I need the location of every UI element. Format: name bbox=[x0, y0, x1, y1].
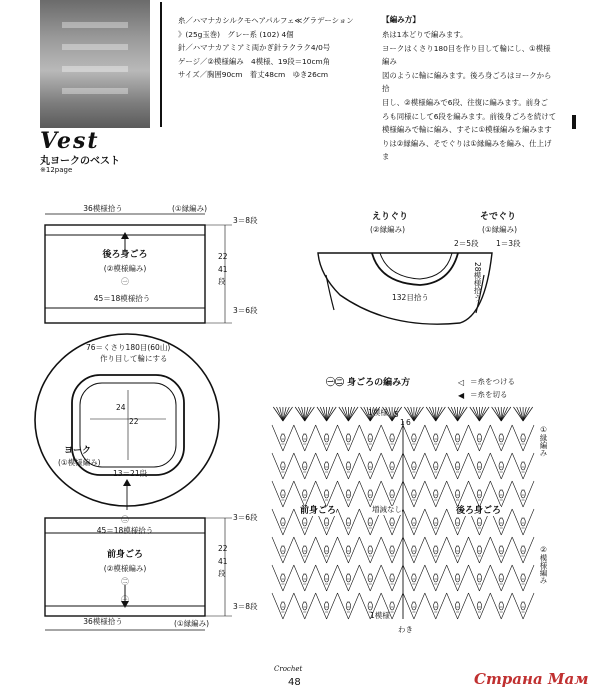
header-divider bbox=[160, 2, 162, 127]
back-body-symbol: ㊀ bbox=[121, 277, 129, 286]
chart-no-change: 増減なし bbox=[372, 505, 402, 514]
armhole-pickup: 28模様拾う bbox=[473, 262, 482, 302]
method-text: 糸は1本どりで編みます。 ヨークはくさり180目を作り目して輪にし、①模様編み 図のように輪に編みます。後ろ身ごろはヨークから拾 目し、②模様編みで6段、往復に編みます。前身ご ろも同様にして6段を編みます。前後身ごろを続けて 模様編みで輪に編み、すそに①模様編みを編みます りは②縁編み、そでぐりは①縁編みを編み、仕上げま bbox=[382, 30, 557, 162]
legend-cut: ＝糸を切る bbox=[470, 390, 508, 399]
yoke-inner-width: 24 bbox=[116, 403, 126, 412]
back-bottom-pickup: 45＝18模様拾う bbox=[93, 294, 151, 303]
neckline-title: えりぐり bbox=[372, 212, 409, 222]
back-top-rows: 3＝8段 bbox=[233, 216, 258, 225]
arrow-attach-icon: ◁ bbox=[458, 378, 465, 387]
chart-pattern-label: ②模様編み bbox=[539, 545, 548, 584]
vest-photo bbox=[40, 0, 150, 128]
back-rows-unit: 段 bbox=[218, 277, 226, 286]
front-top-rows: 3＝6段 bbox=[233, 513, 258, 522]
front-bottom-edge: (①縁編み) bbox=[174, 619, 210, 628]
yoke-inner-height: 22 bbox=[129, 417, 139, 426]
armhole-rows: 1＝3段 bbox=[496, 239, 521, 248]
yoke-bottom-rows: 13＝21段 bbox=[113, 469, 148, 478]
chart-n5: 5 bbox=[394, 410, 399, 419]
chart-edge-label: ①縁編み bbox=[539, 425, 548, 457]
neckline-rows: 2＝5段 bbox=[454, 239, 479, 248]
page-number: 48 bbox=[288, 677, 301, 688]
arrow-cut-icon: ◀ bbox=[458, 391, 465, 400]
footer-logo: Crochet bbox=[274, 665, 303, 673]
front-rows: 41 bbox=[218, 557, 228, 566]
back-height: 22 bbox=[218, 252, 228, 261]
front-top-pickup: 45＝18模様拾う bbox=[96, 526, 154, 535]
chart-n1: 1 bbox=[400, 418, 405, 427]
edge-mark bbox=[572, 115, 576, 129]
front-bottom-pickup: 36模様拾う bbox=[83, 617, 123, 626]
back-body-pattern: (②模様編み) bbox=[103, 264, 147, 273]
back-top-edge: (①縁編み) bbox=[172, 204, 208, 213]
front-bottom-rows: 3＝8段 bbox=[233, 602, 258, 611]
neckline-edge: (②縁編み) bbox=[370, 225, 406, 234]
chart-front-label: 前身ごろ bbox=[300, 506, 337, 516]
back-rows: 41 bbox=[218, 265, 228, 274]
yoke-title: ヨーク bbox=[64, 446, 92, 456]
back-bottom-rows: 3＝6段 bbox=[233, 306, 258, 315]
chart-title: ㊀㊁ 身ごろの編み方 bbox=[326, 378, 411, 388]
materials-text: 糸／ハマナカシルクモヘアパルフェ≪グラデーション 》(25g玉巻) グレー系 (102) 4個 針／ハマナカアミアミ両かぎ針ラクラク4/0号 ゲージ／②模様編み 4模様、19段＝10cm角 サイズ／胸囲90cm 着丈48cm ゆき26cm bbox=[178, 16, 354, 80]
chart-back-label: 後ろ身ごろ bbox=[456, 506, 502, 516]
front-top-symbol: ㊁ bbox=[121, 515, 129, 524]
front-body-symbol: ㊁ bbox=[121, 577, 129, 586]
yoke-pattern: (①模様編み) bbox=[58, 458, 101, 467]
front-bottom-symbol: ㊀ bbox=[121, 595, 129, 604]
watermark: Страна Мам bbox=[474, 670, 589, 688]
armhole-title: そでぐり bbox=[480, 212, 517, 222]
yoke-chain: 76＝くさり180目(60山) bbox=[86, 343, 171, 352]
title-english: Vest bbox=[40, 128, 100, 154]
schematic-drawings bbox=[0, 190, 300, 640]
back-top-pickup: 36模様拾う bbox=[83, 204, 123, 213]
neckline-pickup: 132目拾う bbox=[392, 293, 429, 302]
back-body-title: 後ろ身ごろ bbox=[102, 250, 148, 260]
yoke-chain-2: 作り目して輪にする bbox=[100, 354, 168, 363]
chart-side-label: わき bbox=[398, 625, 413, 634]
legend-attach: ＝糸をつける bbox=[470, 377, 515, 386]
front-body-title: 前身ごろ bbox=[106, 550, 144, 560]
title-japanese: 丸ヨークのベスト bbox=[40, 156, 120, 167]
chart-one-pattern: 1模様 bbox=[368, 408, 388, 417]
page-reference: ※12page bbox=[40, 166, 73, 174]
front-rows-unit: 段 bbox=[218, 569, 226, 578]
front-height: 22 bbox=[218, 544, 228, 553]
chart-n6: 6 bbox=[406, 418, 411, 427]
front-body-pattern: (②模様編み) bbox=[103, 564, 147, 573]
armhole-edge: (①縁編み) bbox=[482, 225, 518, 234]
chart-bottom-pattern: 1模様 bbox=[370, 611, 390, 620]
method-title: 【編み方】 bbox=[382, 15, 420, 24]
